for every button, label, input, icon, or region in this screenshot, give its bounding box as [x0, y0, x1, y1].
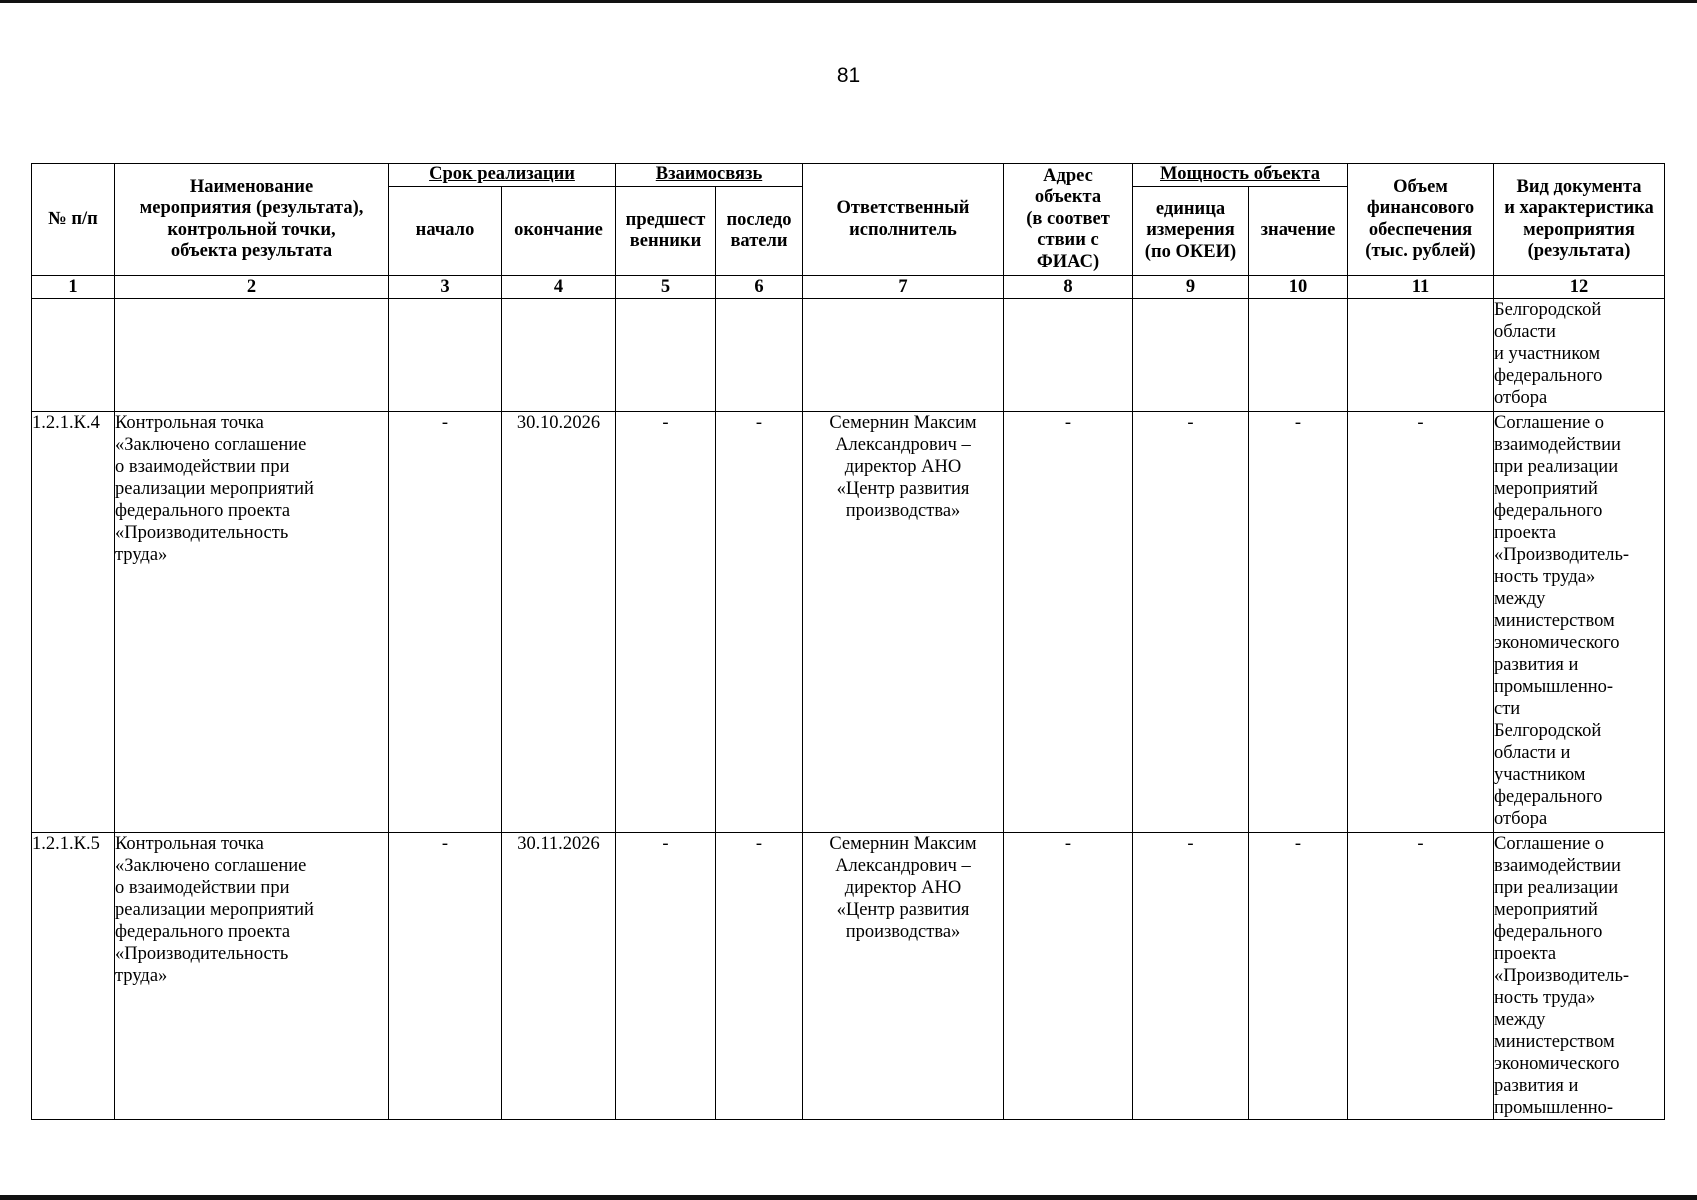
header-unit-line: измерения [1146, 220, 1235, 241]
row-document-line: проекта [1494, 944, 1557, 964]
row-name-line: федерального проекта [115, 501, 291, 521]
row-value: - [1249, 833, 1348, 1120]
header-doc-type-line: (результата) [1527, 241, 1631, 261]
header-doc-type-line: и характеристика [1504, 198, 1654, 218]
row-value: - [1249, 412, 1348, 833]
row-name-line: Контрольная точка [115, 834, 264, 854]
header-responsible-line: исполнитель [849, 219, 957, 240]
row-finance: - [1348, 412, 1494, 833]
page-number: 81 [836, 64, 861, 87]
row-document [1494, 412, 1665, 833]
table-row [32, 412, 1665, 833]
row-name [115, 299, 389, 412]
row-name-line: о взаимодействии при [115, 878, 290, 898]
header-successors [716, 187, 803, 276]
row-name-line: реализации мероприятий [115, 900, 314, 920]
header-name-line: объекта результата [170, 241, 333, 261]
row-document-line: и участником [1494, 344, 1601, 364]
column-number: 8 [1004, 276, 1133, 299]
row-number: 1.2.1.К.4 [32, 412, 115, 833]
row-name-line: федерального проекта [115, 922, 291, 942]
row-document-line: министерством [1494, 1032, 1615, 1052]
header-address [1004, 164, 1133, 276]
row-name-line: «Заключено соглашение [115, 856, 307, 876]
row-document-line: развития и [1494, 1076, 1579, 1096]
row-document-line: отбора [1494, 809, 1548, 829]
row-document-line: ность труда» [1494, 567, 1596, 587]
row-document-line: области и [1494, 743, 1571, 763]
row-predecessors: - [616, 833, 716, 1120]
row-unit [1133, 299, 1249, 412]
row-document-line: участником [1494, 765, 1586, 785]
row-name-line: реализации мероприятий [115, 479, 314, 499]
row-start: - [389, 412, 502, 833]
column-number: 11 [1348, 276, 1494, 299]
header-address-line: ствии с [1037, 230, 1099, 251]
header-start: начало [389, 187, 502, 276]
header-name [115, 164, 389, 276]
row-document-line: между [1494, 1010, 1546, 1030]
row-responsible-line: производства» [845, 501, 961, 521]
header-address-line: объекта [1034, 187, 1102, 208]
header-predecessors-line: предшест [625, 209, 706, 230]
row-document [1494, 833, 1665, 1120]
column-number: 5 [616, 276, 716, 299]
row-document-line: промышленно- [1494, 1098, 1614, 1118]
row-responsible [803, 412, 1004, 833]
row-document-line: ность труда» [1494, 988, 1596, 1008]
header-predecessors [616, 187, 716, 276]
row-name-line: «Заключено соглашение [115, 435, 307, 455]
row-end: 30.11.2026 [502, 833, 616, 1120]
header-name-line: мероприятия (результата), [139, 198, 364, 218]
header-finance-line: финансового [1366, 198, 1475, 218]
header-finance [1348, 164, 1494, 276]
row-responsible-line: директор АНО [844, 457, 962, 477]
row-address [1004, 299, 1133, 412]
row-responsible-line: «Центр развития [836, 479, 970, 499]
row-document-line: сти [1494, 699, 1521, 719]
row-number [32, 299, 115, 412]
row-name-line: «Производительность [115, 523, 289, 543]
row-end: 30.10.2026 [502, 412, 616, 833]
header-end: окончание [502, 187, 616, 276]
page-top-edge [0, 0, 1697, 3]
row-document-line: промышленно- [1494, 677, 1614, 697]
header-address-line: ФИАС) [1036, 251, 1100, 272]
row-document-line: области [1494, 322, 1556, 342]
row-name-line: труда» [115, 966, 168, 986]
row-unit: - [1133, 412, 1249, 833]
row-document-line: экономического [1494, 1054, 1620, 1074]
header-responsible [803, 164, 1004, 276]
header-predecessors-line: венники [629, 231, 702, 251]
row-successors: - [716, 412, 803, 833]
row-name-line: труда» [115, 545, 168, 565]
header-responsible-line: Ответственный [836, 198, 970, 218]
header-address-line: Адрес [1043, 165, 1093, 186]
header-doc-type [1494, 164, 1665, 276]
header-link-group [616, 164, 803, 187]
row-start: - [389, 833, 502, 1120]
header-doc-type-line: Вид документа [1516, 176, 1642, 197]
header-name-line: Наименование [189, 176, 314, 197]
row-finance [1348, 299, 1494, 412]
header-num: № п/п [32, 164, 115, 276]
row-address: - [1004, 412, 1133, 833]
column-number-row [32, 276, 1665, 299]
row-document-line: мероприятий [1494, 479, 1598, 499]
row-document-line: при реализации [1494, 457, 1619, 477]
column-number: 10 [1249, 276, 1348, 299]
column-number: 7 [803, 276, 1004, 299]
header-successors-line: последо [726, 209, 792, 230]
table-body [32, 299, 1665, 1120]
header-unit [1133, 187, 1249, 276]
column-number: 12 [1494, 276, 1665, 299]
header-capacity-group [1133, 164, 1348, 187]
row-value [1249, 299, 1348, 412]
row-document-line: взаимодействии [1494, 856, 1621, 876]
row-end [502, 299, 616, 412]
row-document-line: Белгородской [1494, 300, 1602, 320]
header-finance-line: Объем [1393, 176, 1448, 197]
row-document-line: федерального [1494, 501, 1603, 521]
row-document-line: федерального [1494, 366, 1603, 386]
row-document [1494, 299, 1665, 412]
row-successors: - [716, 833, 803, 1120]
row-responsible-line: директор АНО [844, 878, 962, 898]
row-document-line: министерством [1494, 611, 1615, 631]
table-row [32, 833, 1665, 1120]
header-name-line: контрольной точки, [167, 219, 336, 240]
row-document-line: «Производитель- [1494, 966, 1630, 986]
column-number: 1 [32, 276, 115, 299]
header-address-line: (в соответ [1026, 208, 1110, 229]
row-document-line: федерального [1494, 922, 1603, 942]
column-number: 6 [716, 276, 803, 299]
row-document-line: развития и [1494, 655, 1579, 675]
row-document-line: проекта [1494, 523, 1557, 543]
row-predecessors [616, 299, 716, 412]
header-period-group [389, 164, 616, 187]
table-row [32, 299, 1665, 412]
row-responsible [803, 833, 1004, 1120]
schedule-table [31, 163, 1665, 1120]
row-document-line: «Производитель- [1494, 545, 1630, 565]
row-start [389, 299, 502, 412]
row-name-line: Контрольная точка [115, 413, 264, 433]
header-successors-line: ватели [730, 231, 788, 251]
header-unit-line: единица [1155, 198, 1226, 219]
row-name [115, 833, 389, 1120]
row-address: - [1004, 833, 1133, 1120]
row-responsible-line: Александрович – [835, 856, 971, 876]
row-document-line: мероприятий [1494, 900, 1598, 920]
row-document-line: отбора [1494, 388, 1548, 408]
header-capacity-label: Мощность объекта [1160, 164, 1320, 185]
header-row-1 [32, 164, 1665, 187]
row-responsible-line: Семернин Максим [829, 413, 977, 433]
row-responsible-line: «Центр развития [836, 900, 970, 920]
header-finance-line: (тыс. рублей) [1365, 241, 1476, 261]
row-document-line: экономического [1494, 633, 1620, 653]
column-number: 9 [1133, 276, 1249, 299]
row-unit: - [1133, 833, 1249, 1120]
row-document-line: Соглашение о [1494, 834, 1605, 854]
row-document-line: при реализации [1494, 878, 1619, 898]
row-document-line: Соглашение о [1494, 413, 1605, 433]
row-document-line: федерального [1494, 787, 1603, 807]
header-doc-type-line: мероприятия [1523, 219, 1635, 240]
row-responsible-line: Александрович – [835, 435, 971, 455]
row-responsible-line: Семернин Максим [829, 834, 977, 854]
column-number: 3 [389, 276, 502, 299]
column-number: 2 [115, 276, 389, 299]
column-number: 4 [502, 276, 616, 299]
row-responsible [803, 299, 1004, 412]
row-finance: - [1348, 833, 1494, 1120]
row-document-line: Белгородской [1494, 721, 1602, 741]
row-predecessors: - [616, 412, 716, 833]
row-name-line: «Производительность [115, 944, 289, 964]
row-number: 1.2.1.К.5 [32, 833, 115, 1120]
row-document-line: взаимодействии [1494, 435, 1621, 455]
page-bottom-edge [0, 1195, 1697, 1200]
header-finance-line: обеспечения [1368, 219, 1473, 240]
header-link-label: Взаимосвязь [655, 164, 763, 185]
row-responsible-line: производства» [845, 922, 961, 942]
row-successors [716, 299, 803, 412]
header-period-label: Срок реализации [429, 164, 575, 185]
row-document-line: между [1494, 589, 1546, 609]
row-name-line: о взаимодействии при [115, 457, 290, 477]
row-name [115, 412, 389, 833]
header-value: значение [1249, 187, 1348, 276]
header-unit-line: (по ОКЕИ) [1144, 241, 1237, 262]
